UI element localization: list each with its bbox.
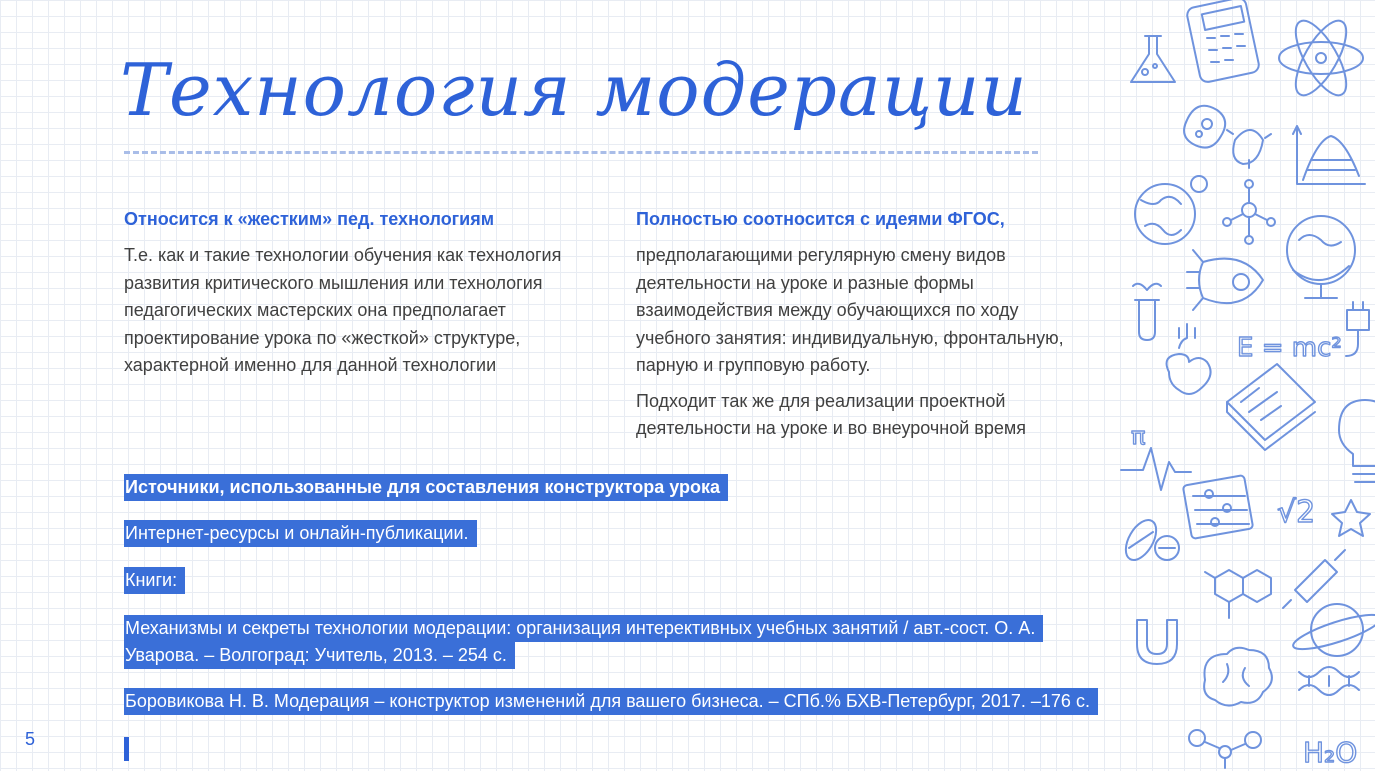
right-body-1: предполагающими регулярную смену видов деятельности на уроке и разные формы взаимодействия между обучающихся по ходу учебного занятия: индивидуальную, фронтальную, парную и групповую работу. — [636, 245, 1064, 375]
pi-text: π — [1131, 422, 1146, 450]
test-tube-icon — [1133, 284, 1161, 340]
sqrt-text: √2 — [1277, 495, 1316, 530]
graph-icon — [1293, 126, 1365, 184]
syringe-icon — [1283, 550, 1345, 608]
lightbulb-icon — [1339, 400, 1375, 482]
science-doodles — [1115, 0, 1375, 771]
magnet-icon — [1137, 620, 1177, 664]
calculator-icon — [1186, 0, 1260, 83]
book-1-line-1[interactable]: Механизмы и секреты технологии модерации: организация интерективных учебных занятий / авт.-сост. О. А. — [124, 615, 1043, 642]
rocket-icon — [1187, 250, 1263, 310]
sources-books-label[interactable]: Книги: — [124, 567, 185, 594]
left-body: Т.е. как и такие технологии обучения как технология развития критического мышления или технология педагогических мастерских она предполагает проектирование урока по «жесткой» структуре, характерной именно для данной технологии — [124, 245, 562, 375]
page-number: 5 — [25, 729, 36, 749]
flask-icon — [1131, 36, 1175, 82]
bacteria-icon — [1184, 106, 1271, 168]
plug-icon — [1346, 302, 1369, 356]
sources-internet[interactable]: Интернет-ресурсы и онлайн-публикации. — [124, 520, 477, 547]
book-icon — [1227, 364, 1315, 450]
planet-icon — [1290, 604, 1375, 656]
right-heading: Полностью соотносится с идеями ФГОС, — [636, 209, 1005, 229]
left-heading: Относится к «жестким» пед. технологиям — [124, 209, 495, 229]
water-formula-text: H₂O — [1303, 736, 1358, 769]
text-cursor — [124, 737, 129, 761]
heartbeat-icon — [1121, 448, 1191, 490]
pills-icon — [1120, 515, 1179, 565]
right-body-2: Подходит так же для реализации проектной деятельности на уроке и во внеурочной время — [636, 390, 1026, 438]
dna-icon — [1299, 667, 1359, 695]
sources-header[interactable]: Источники, использованные для составления конструктора урока — [124, 474, 728, 501]
molecule-icon — [1223, 180, 1275, 244]
globe-icon — [1135, 176, 1207, 244]
world-globe-stand-icon — [1287, 216, 1355, 298]
atom-icon — [1279, 14, 1363, 103]
molecule-chain-icon — [1189, 730, 1261, 768]
slide-title: Технология модерации — [120, 48, 1028, 132]
star-icon — [1332, 500, 1370, 536]
apple-icon — [1167, 324, 1211, 394]
brain-icon — [1204, 648, 1272, 706]
left-column — [124, 206, 564, 388]
formula-text: E = mc² — [1237, 333, 1342, 363]
abacus-icon — [1183, 475, 1253, 539]
hexagon-molecule-icon — [1205, 570, 1271, 618]
right-column — [636, 206, 1076, 451]
book-1-line-2[interactable]: Уварова. – Волгоград: Учитель, 2013. – 254 с. — [124, 642, 515, 669]
title-divider — [124, 151, 1038, 154]
book-2[interactable]: Боровикова Н. В. Модерация – конструктор изменений для вашего бизнеса. – СПб.% БХВ-Петербург, 2017. –176 с. — [124, 688, 1098, 715]
